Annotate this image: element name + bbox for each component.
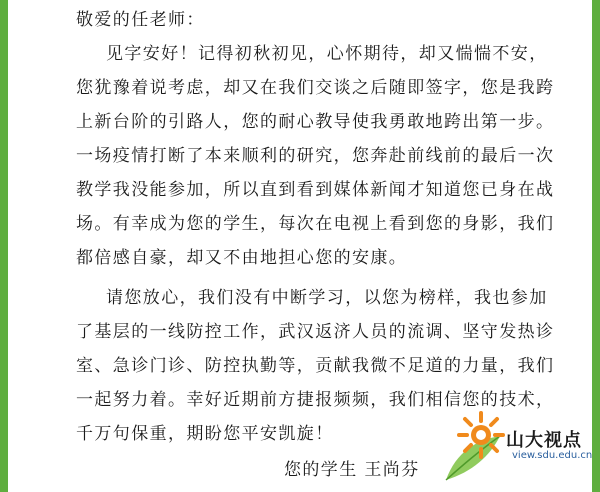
letter-line: 场。有幸成为您的学生，每次在电视上看到您的身影，我们 xyxy=(76,214,555,234)
letter-line: 您犹豫着说考虑，却又在我们交谈之后随即签字，您是我跨 xyxy=(76,78,555,98)
watermark-url: view.sdu.edu.cn xyxy=(512,450,593,461)
right-green-border xyxy=(592,0,600,492)
letter-line: 教学我没能参加，所以直到看到媒体新闻才知道您已身在战 xyxy=(76,180,555,200)
letter-line: 一起努力着。幸好近期前方捷报频频，我们相信您的技术， xyxy=(76,390,555,410)
letter-line: 室、急诊门诊、防控执勤等，贡献我微不足道的力量，我们 xyxy=(76,356,555,376)
watermark-name: 山大视点 xyxy=(506,430,582,451)
letter-line: 见字安好！记得初秋初见，心怀期待，却又惴惴不安， xyxy=(106,44,548,64)
letter-signature: 您的学生 王尚芬 xyxy=(284,460,420,480)
letter-line: 都倍感自豪，却又不由地担心您的安康。 xyxy=(76,248,408,268)
left-green-border xyxy=(0,0,8,492)
watermark-logo xyxy=(452,404,593,482)
letter-line: 一场疫情打断了本来顺利的研究，您奔赴前线前的最后一次 xyxy=(76,146,555,166)
letter-line: 上新台阶的引路人，您的耐心教导使我勇敢地跨出第一步。 xyxy=(76,112,555,132)
letter-line: 了基层的一线防控工作，武汉返济人员的流调、坚守发热诊 xyxy=(76,322,555,342)
sun-emblem-icon xyxy=(456,410,506,460)
letter-line: 千万句保重，期盼您平安凯旋！ xyxy=(76,424,334,444)
letter-salutation: 敬爱的任老师： xyxy=(76,10,205,30)
letter-line: 请您放心，我们没有中断学习，以您为榜样，我也参加 xyxy=(106,288,548,308)
